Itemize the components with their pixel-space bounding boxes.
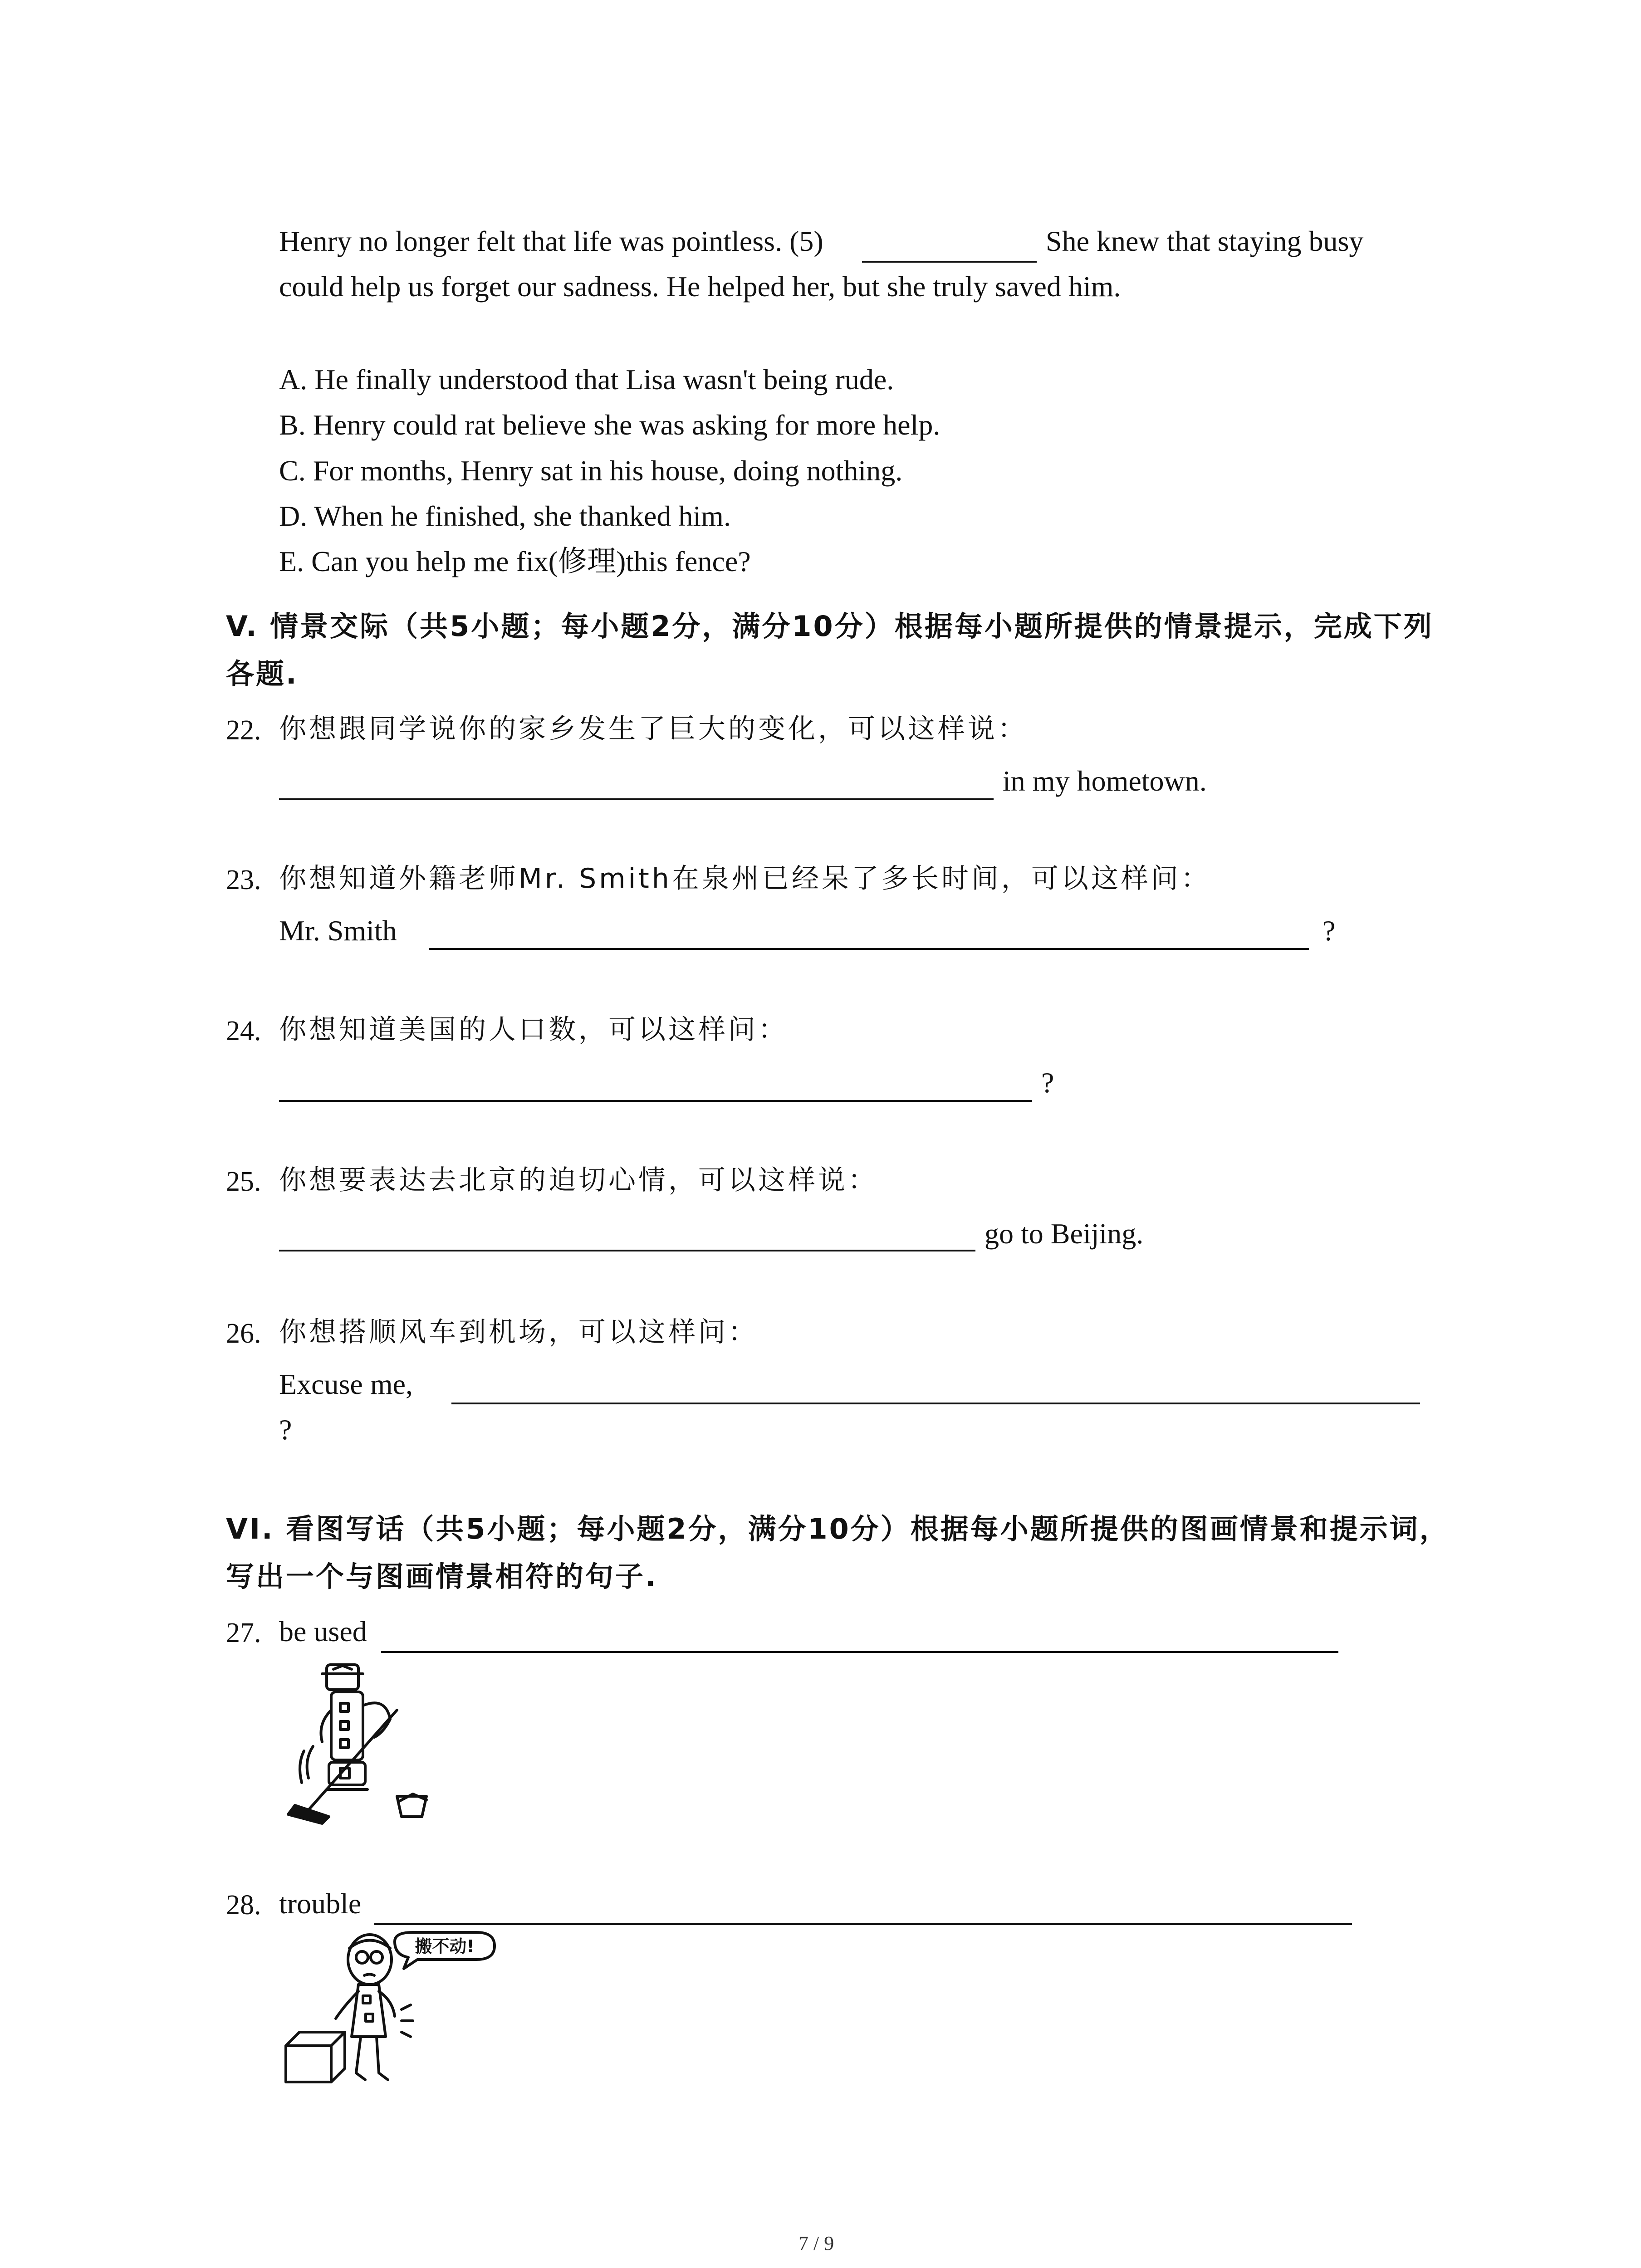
answer-line-24[interactable] [279, 1100, 1032, 1102]
option-a: A. He finally understood that Lisa wasn't being rude. [279, 363, 894, 396]
question-number: 28. [226, 1890, 261, 1921]
question-number: 26. [226, 1318, 261, 1349]
question-prompt: 你想知道外籍老师Mr. Smith在泉州已经呆了多长时间，可以这样问： [279, 863, 1211, 894]
question-prompt: 你想要表达去北京的迫切心情，可以这样说： [279, 1164, 878, 1196]
option-b: B. Henry could rat believe she was asking for more help. [279, 409, 941, 441]
answer-line-22[interactable] [279, 798, 994, 800]
answer-suffix: in my hometown. [1003, 765, 1207, 797]
blank-5-line[interactable] [862, 261, 1037, 263]
page-number: 7 / 9 [798, 2232, 834, 2254]
girl-with-box-icon [281, 1932, 495, 2096]
question-number: 27. [226, 1618, 261, 1648]
robot-mopping-icon [277, 1660, 440, 1833]
answer-line-23[interactable] [429, 948, 1309, 950]
question-number: 22. [226, 715, 261, 746]
answer-suffix: go to Beijing. [985, 1217, 1144, 1250]
answer-prefix: Excuse me, [279, 1368, 413, 1400]
passage-text-after: She knew that staying busy [1046, 225, 1364, 257]
answer-prefix: Mr. Smith [279, 914, 397, 947]
passage-line-1 [279, 227, 823, 256]
picture-keyword: be used [279, 1615, 367, 1647]
question-prompt: 你想搭顺风车到机场，可以这样问： [279, 1316, 758, 1348]
answer-suffix: ? [279, 1413, 292, 1446]
question-prompt: 你想知道美国的人口数，可以这样问： [279, 1014, 788, 1046]
picture-keyword: trouble [279, 1887, 362, 1920]
answer-line-25[interactable] [279, 1250, 975, 1251]
answer-line-26[interactable] [451, 1403, 1420, 1404]
section-6-title-cont: 写出一个与图画情景相符的句子. [226, 1560, 658, 1593]
answer-line-27[interactable] [381, 1651, 1338, 1653]
section-5-title: V. 情景交际（共5小题；每小题2分，满分10分）根据每小题所提供的情景提示，完成下列 [226, 610, 1434, 643]
section-5-title-cont: 各题. [226, 657, 299, 690]
option-e: E. Can you help me fix(修理)this fence? [279, 545, 751, 577]
question-number: 23. [226, 865, 261, 895]
answer-line-28[interactable] [374, 1923, 1352, 1925]
question-number: 25. [226, 1166, 261, 1197]
option-c: C. For months, Henry sat in his house, doing nothing. [279, 455, 903, 487]
answer-suffix: ? [1323, 914, 1336, 947]
question-prompt: 你想跟同学说你的家乡发生了巨大的变化，可以这样说： [279, 713, 1028, 745]
section-6-title: VI. 看图写话（共5小题；每小题2分，满分10分）根据每小题所提供的图画情景和提示词， [226, 1512, 1450, 1545]
question-number: 24. [226, 1016, 261, 1046]
answer-suffix: ? [1041, 1066, 1054, 1099]
option-d: D. When he finished, she thanked him. [279, 500, 731, 532]
passage-text: Henry no longer felt that life was pointless. (5) [279, 225, 823, 257]
passage-line-2: could help us forget our sadness. He helped her, but she truly saved him. [279, 270, 1121, 303]
speech-bubble-text: 搬不动! [415, 1936, 475, 1956]
